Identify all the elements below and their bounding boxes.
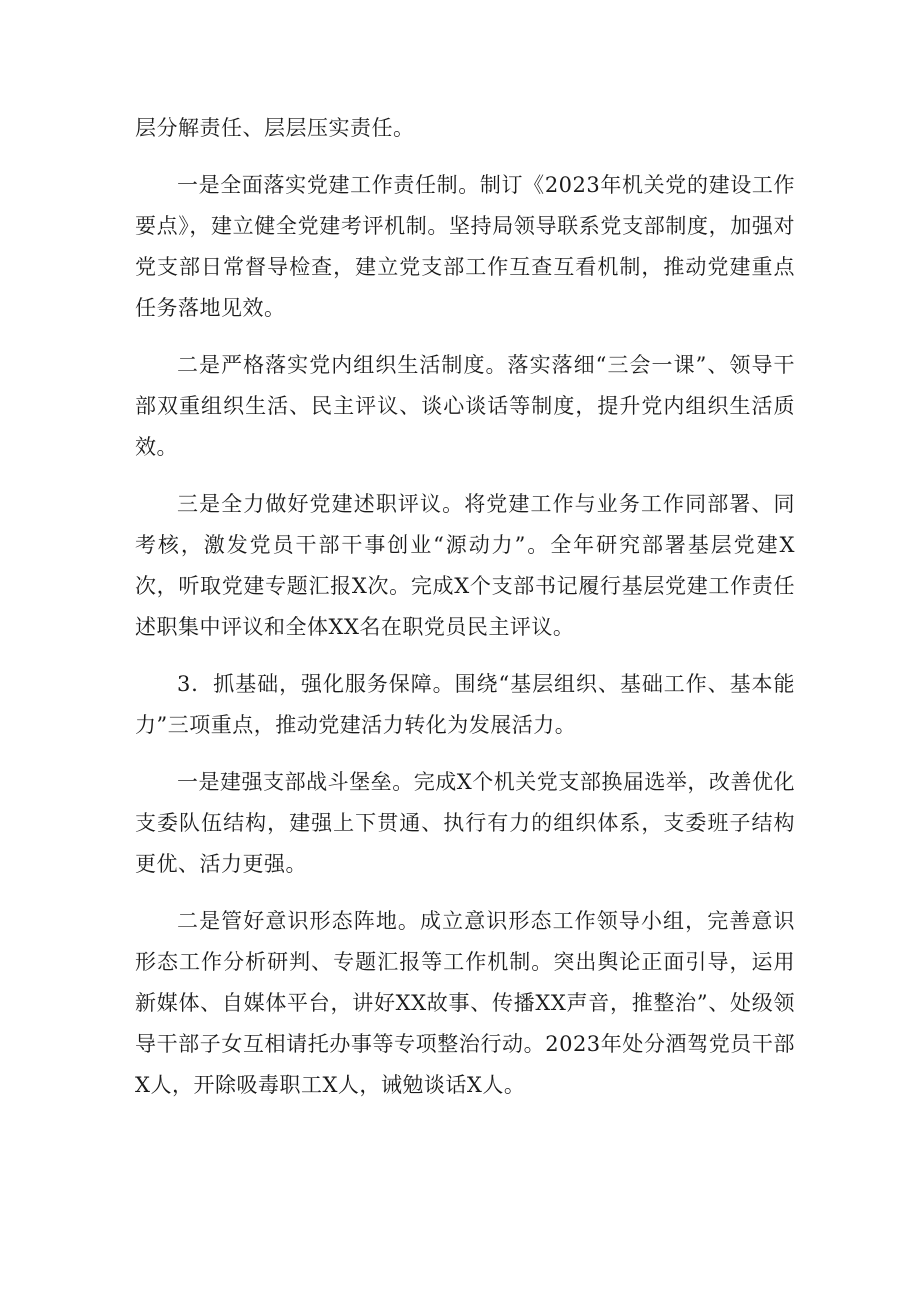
paragraph-organizational-life: 二是严格落实党内组织生活制度。落实落细“三会一课”、领导干部双重组织生活、民主评议、谈心谈话等制度，提升党内组织生活质效。 <box>135 353 795 459</box>
paragraph-branch-fortress: 一是建强支部战斗堡垒。完成X个机关党支部换届选举，改善优化支委队伍结构，建强上下贯通、执行有力的组织体系，支委班子结构更优、活力更强。 <box>135 770 795 876</box>
paragraph-ideology-position: 二是管好意识形态阵地。成立意识形态工作领导小组，完善意识形态工作分析研判、专题汇报等工作机制。突出舆论正面引导，运用新媒体、自媒体平台，讲好XX故事、传播XX声音，推整治”、处级领导干部子女互相请托办事等专项整治行动。2023年处分酒驾党员干部X人，开除吸毒职工X人，诫勉谈话X人。 <box>135 909 795 1097</box>
paragraph-responsibility-system: 一是全面落实党建工作责任制。制订《2023年机关党的建设工作要点》，建立健全党建考评机制。坚持局领导联系党支部制度，加强对党支部日常督导检查，建立党支部工作互查互看机制，推动党建重点任务落地见效。 <box>135 173 795 320</box>
paragraph-debriefing-review: 三是全力做好党建述职评议。将党建工作与业务工作同部署、同考核，激发党员干部干事创业“源动力”。全年研究部署基层党建X次，听取党建专题汇报X次。完成X个支部书记履行基层党建工作责任述职集中评议和全体XX名在职党员民主评议。 <box>135 492 795 639</box>
document-body <box>135 108 795 1122</box>
paragraph-section-heading-3: 3．抓基础，强化服务保障。围绕“基层组织、基础工作、基本能力”三项重点，推动党建活力转化为发展活力。 <box>135 672 795 737</box>
paragraph-continued: 层分解责任、层层压实责任。 <box>135 116 415 140</box>
